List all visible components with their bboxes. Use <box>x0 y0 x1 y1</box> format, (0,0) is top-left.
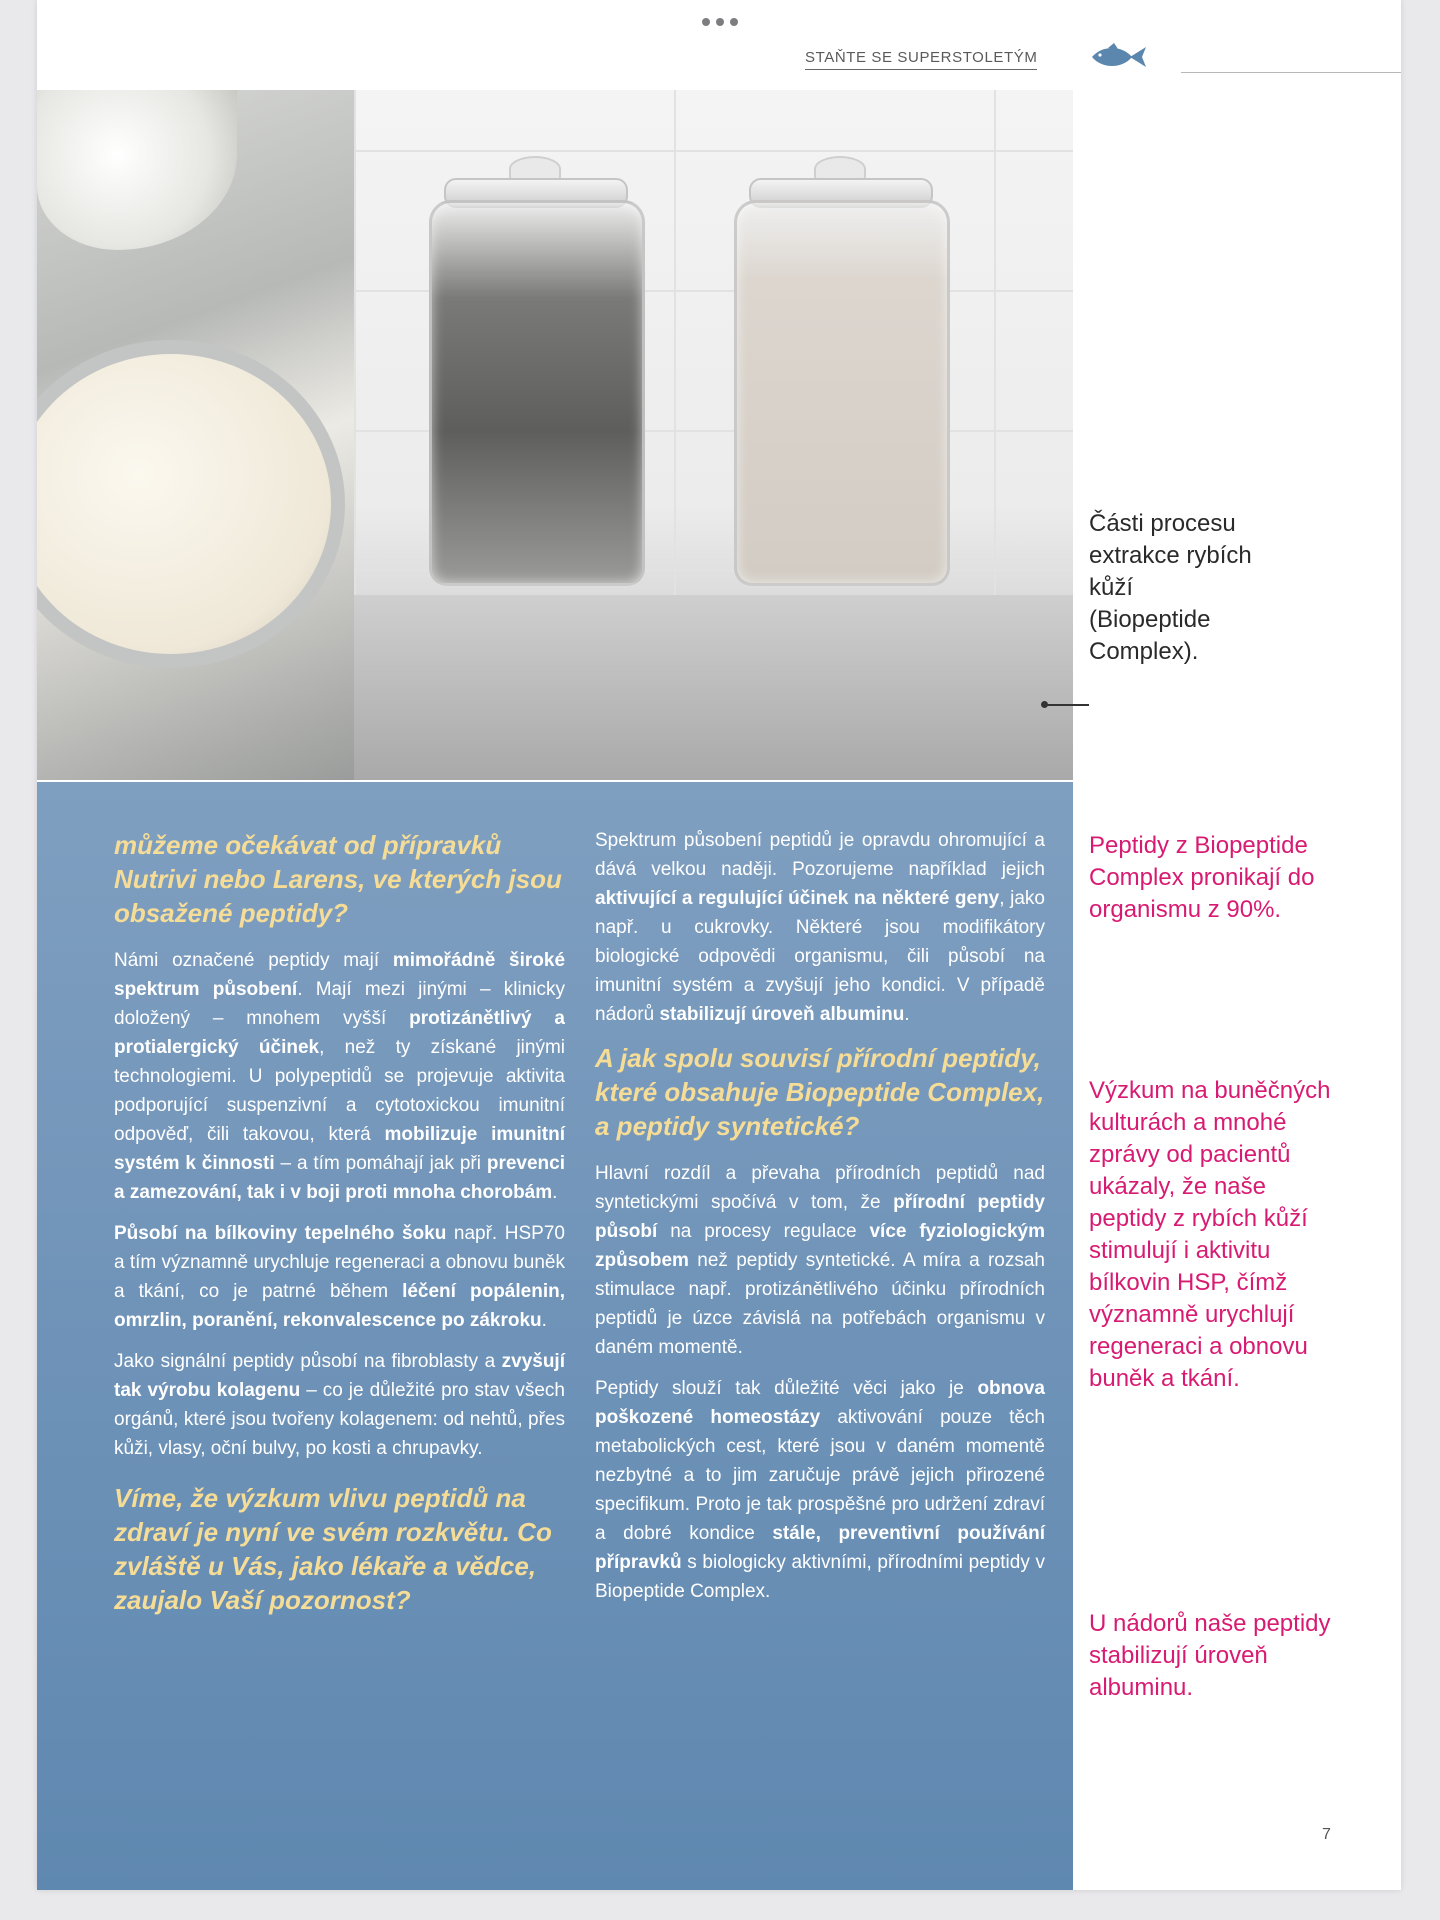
body-text: Námi označené peptidy mají <box>114 950 393 971</box>
header-rule <box>1181 72 1401 73</box>
pull-quote: Výzkum na buněčných kulturách a mnohé zprávy od pacientů ukázaly, že naše peptidy z rybích kůží stimulují i aktivitu bílkovin HSP, čímž významně urychlují regeneraci a obnovu buněk a tkání. <box>1089 1077 1331 1392</box>
body-text: Peptidy slouží tak důležité věci jako je <box>595 1378 978 1399</box>
question-heading: Víme, že výzkum vlivu peptidů na zdraví je nyní ve svém rozkvětu. Co zvláště u Vás, jako lékaře a vědce, zaujalo Vaší pozornost? <box>114 1483 552 1615</box>
body-text: – a tím pomáhají jak při <box>274 1153 487 1174</box>
emphasis-text: mobilizuje imunitní systém k činnosti <box>114 1124 565 1174</box>
more-options-icon[interactable] <box>700 16 740 28</box>
emphasis-text: léčení popálenin, omrzlin, poranění, rekonvalescence po zákroku <box>114 1281 565 1331</box>
emphasis-text: aktivující a regulující účinek na některé geny <box>595 888 1000 909</box>
paragraph <box>595 826 1045 1029</box>
emphasis-text: více fyziologickým způsobem <box>595 1221 1045 1271</box>
body-text: . <box>904 1004 910 1025</box>
body-text: , jako např. u cukrovky. Některé jsou modifikátory biologické odpovědi organismu, čili působí na imunitní systém a zvyšují jeho kondici. V případě nádorů <box>595 888 1045 1025</box>
pull-quote: Peptidy z Biopeptide Complex pronikají do organismu z 90%. <box>1089 832 1315 923</box>
emphasis-text: Působí na bílkoviny tepelného šoku <box>114 1223 447 1244</box>
photo-glass-jars <box>354 90 1073 780</box>
page-number: 7 <box>1322 1826 1331 1843</box>
emphasis-text: mimořádně široké spektrum působení <box>114 950 566 1000</box>
photo-caption: Části procesu extrakce rybích kůží (Biopeptide Complex). <box>1089 510 1252 665</box>
body-text: Spektrum působení peptidů je opravdu ohromující a dává velkou naději. Pozorujeme například jejich <box>595 830 1045 880</box>
emphasis-text: protizánětlivý a protialergický účinek <box>114 1008 565 1058</box>
body-text: . Mají mezi jinými – klinicky doložený – mnohem vyšší <box>114 979 565 1029</box>
paragraph <box>114 1219 565 1335</box>
body-text: . <box>541 1310 547 1331</box>
caption-pointer <box>1043 704 1089 706</box>
emphasis-text: prevenci a zamezování, tak i v boji proti mnoha chorobám <box>114 1153 565 1203</box>
column-right <box>595 826 1045 1618</box>
pull-quote: U nádorů naše peptidy stabilizují úroveň albuminu. <box>1089 1610 1331 1701</box>
body-text: na procesy regulace <box>657 1221 870 1242</box>
body-text: , než ty získané jinými technologiemi. U polypeptidů se projevuje aktivita podporující suspenzivní a cytotoxickou imunitní odpověď, čili takovou, která <box>114 1037 565 1145</box>
body-text: než peptidy syntetické. A míra a rozsah stimulace např. protizánětlivého účinku přírodních peptidů je úzce závislá na potřebách organismu v daném momentě. <box>595 1250 1045 1358</box>
jar-fish-skins <box>429 200 645 586</box>
fish-icon <box>1088 42 1148 72</box>
question-heading: můžeme očekávat od přípravků Nutrivi nebo Larens, ve kterých jsou obsažené peptidy? <box>114 830 562 928</box>
emphasis-text: stále, preventivní používání přípravků <box>595 1523 1045 1573</box>
paragraph <box>595 1159 1045 1362</box>
emphasis-text: obnova poškozené homeostázy <box>595 1378 1045 1428</box>
body-text: . <box>552 1182 558 1203</box>
emphasis-text: přírodní peptidy působí <box>595 1192 1046 1242</box>
emphasis-text: stabilizují úroveň albuminu <box>659 1004 905 1025</box>
body-text: Jako signální peptidy působí na fibroblasty a <box>114 1351 502 1372</box>
section-title: STAŇTE SE SUPERSTOLETÝM <box>805 49 1037 70</box>
body-text: – co je důležité pro stav všech orgánů, které jsou tvořeny kolagenem: od nehtů, přes kůži, vlasy, oční bulvy, po kosti a chrupavky. <box>114 1380 565 1459</box>
paragraph <box>114 946 565 1207</box>
body-text: např. HSP70 a tím významně urychluje regeneraci a obnovu buněk a tkání, co je patrné během <box>114 1223 565 1302</box>
question-heading: A jak spolu souvisí přírodní peptidy, které obsahuje Biopeptide Complex, a peptidy syntetické? <box>595 1043 1045 1141</box>
interview-panel <box>37 782 1073 1890</box>
paragraph <box>595 1374 1045 1606</box>
column-left <box>114 828 565 1633</box>
body-text: aktivování pouze těch metabolických cest, které jsou v daném momentě nezbytné a to jim zaručuje právě jejich přirozené specifikum. Proto je tak prospěšné pro udržení zdraví a dobré kondice <box>595 1407 1045 1544</box>
body-text: s biologicky aktivními, přírodními peptidy v Biopeptide Complex. <box>595 1552 1045 1602</box>
jar-extract <box>734 200 950 586</box>
emphasis-text: zvyšují tak výrobu kolagenu <box>114 1351 565 1401</box>
paragraph <box>114 1347 565 1463</box>
photo-pot-with-milk <box>37 90 354 780</box>
body-text: Hlavní rozdíl a převaha přírodních peptidů nad syntetickými spočívá v tom, že <box>595 1163 1045 1213</box>
